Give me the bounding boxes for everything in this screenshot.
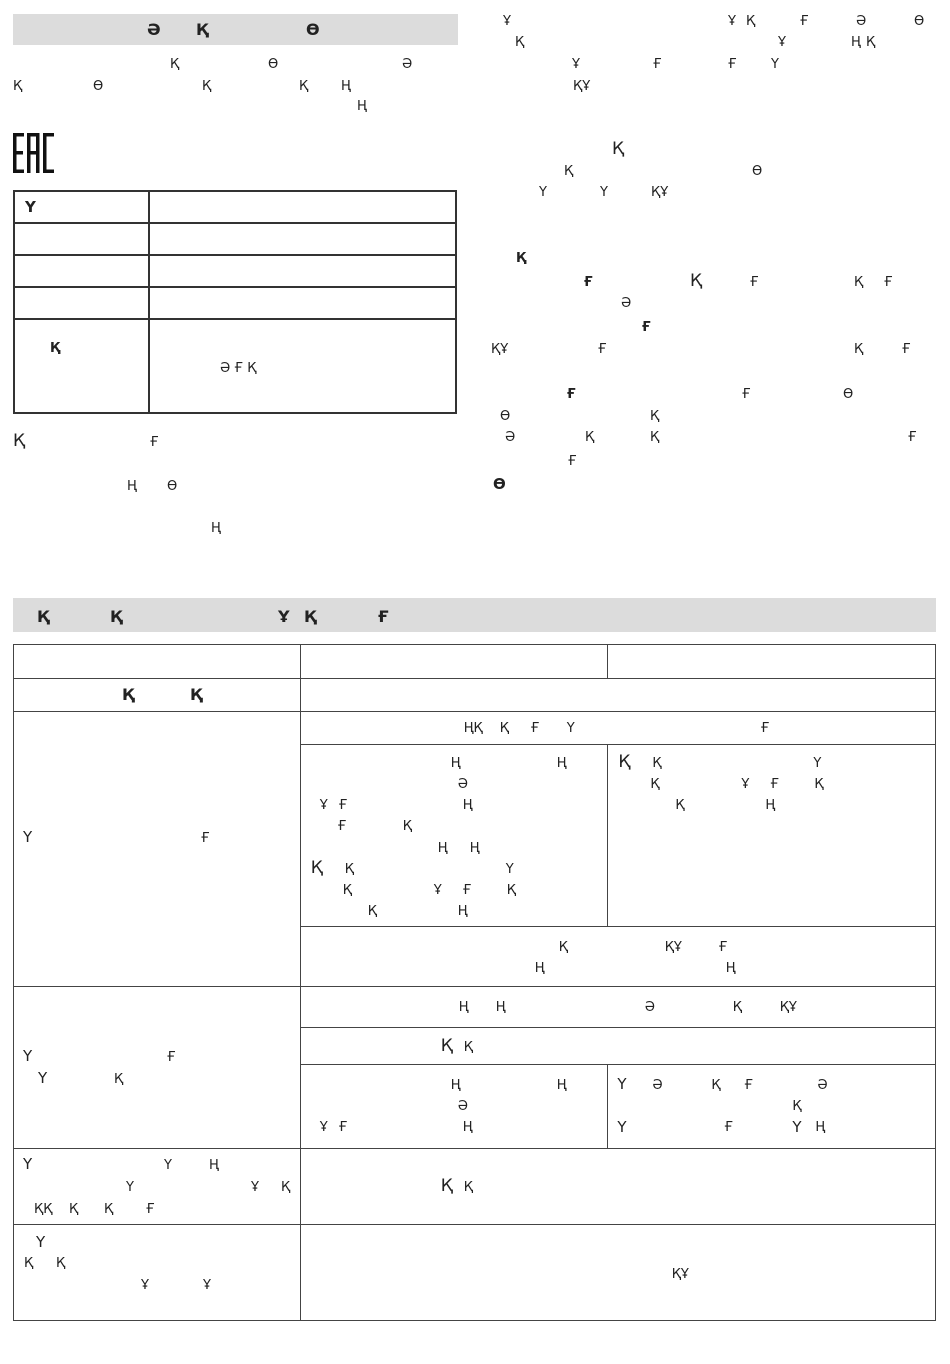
section2-heading-glyph: Қ [110,607,123,626]
eac-logo [13,133,55,175]
table-row: Ң Ң Ә Ұ Ғ Ң Ғ Қ Ң Ң Қ Қ Ү Қ Ұ Ғ Қ Қ Ң Қ Қ Ү Қ Ұ Ғ Қ Қ Ң [14,745,936,927]
table-row: Y [14,191,456,223]
section1-heading-glyph: Ө [306,20,320,39]
section2-heading-glyph: Қ [37,607,50,626]
table-row: Ң Ң Ә Ұ Ғ Ң Ү Ә Қ Ғ Ә Қ Ү Ғ Ү Ң [14,1065,936,1149]
table-row [14,645,936,679]
table-row: Қ Қ [14,679,936,712]
table-row: Ү Қ Қ Ұ Ұ ҚҰ [14,1225,936,1321]
section2-heading-bar [13,598,936,632]
table-row: Қ Ә Ғ Қ [14,319,456,413]
table-row: Ү Ғ Ү Қ Ң Ң Ә Қ ҚҰ [14,987,936,1028]
section1-heading-bar [13,14,458,45]
table-row [14,255,456,287]
section2-heading-glyph: Қ [304,607,317,626]
section2-heading-glyph: Ғ [378,607,389,626]
table-row: Ү Ғ ҢҚ Қ Ғ Ү Ғ [14,712,936,745]
section2-heading-glyph: Ұ [278,607,290,626]
spec-table [13,190,457,414]
section1-heading-glyph: Қ [196,20,209,39]
table-row: Ү Ү Ң Ү Ұ Қ ҚҚ Қ Қ Ғ Қ Қ [14,1149,936,1225]
spec-cell-text: Ә Ғ Қ [220,361,257,376]
section1-heading-glyph: Ә [147,20,161,39]
table-row: Қ Қ [14,1028,936,1065]
table-row [14,223,456,255]
table-row: Қ ҚҰ Ғ Ң Ң [14,927,936,987]
specs-table [13,644,936,1321]
table-row [14,287,456,319]
